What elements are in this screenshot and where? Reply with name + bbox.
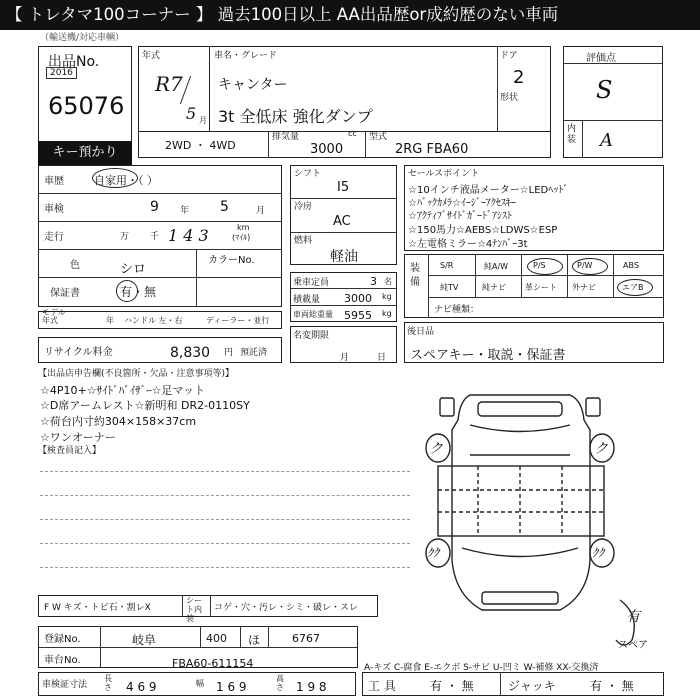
seat-label: シート内装 <box>186 596 202 623</box>
seat-defects: コゲ・穴・汚レ・シミ・破レ・スレ <box>214 603 359 613</box>
capacity-label: 乗車定員 <box>293 278 330 288</box>
drive-label: 2WD ・ 4WD <box>165 139 236 152</box>
mileage-value: 1 4 3 <box>168 226 209 245</box>
mileage-unit: km <box>237 223 250 232</box>
load-value: 3000 <box>344 292 372 305</box>
remark-line: ☆D席アームレスト☆新明和 DR2-0110SY <box>40 399 250 412</box>
shift-value: I5 <box>337 180 350 195</box>
mileage-label: 走行 <box>44 232 64 243</box>
capacity-unit: 名 <box>384 277 392 286</box>
color-value: シロ <box>120 262 147 277</box>
interior-label: 内装 <box>567 124 577 145</box>
recycle-unit: 円 <box>224 348 234 358</box>
lot-number: 65076 <box>48 92 125 120</box>
model-label: 型式 <box>369 132 388 142</box>
handle-options: ハンドル 左・右 <box>124 316 183 325</box>
history-label: 車歴 <box>44 176 64 187</box>
size-height: 1 9 8 <box>296 680 327 694</box>
score-value: S <box>596 76 613 104</box>
equip-ext-navi: 外ナビ <box>572 283 596 292</box>
tools-options: 有 ・ 無 <box>430 679 474 693</box>
registration-kana: ほ <box>248 633 261 647</box>
diagram-mark: ｸｸ <box>427 546 440 560</box>
sales-point: ☆ﾊﾞｯｸｶﾒﾗ☆ｲｰｼﾞｰｱｸｾｽｷｰ <box>408 198 516 209</box>
capacity-value: 3 <box>370 275 377 288</box>
remarks-label: 【出品店申告欄(不良箇所・欠品・注意事項等)】 <box>38 369 235 379</box>
later-value: スペアキー・取説・保証書 <box>410 348 566 363</box>
mileage-man: 万 <box>120 232 130 242</box>
inspection-year: 9 <box>150 199 159 215</box>
weight-unit: kg <box>382 309 392 318</box>
key-badge: キー預かり <box>38 141 132 165</box>
car-label: 車名・グレード <box>214 51 278 61</box>
registration-class: 400 <box>206 632 227 645</box>
fw-defects: F W キズ・トビ石・割レX <box>44 603 151 613</box>
inspection-year-unit: 年 <box>180 206 190 216</box>
year-era: R7 <box>155 72 183 96</box>
damage-legend: A-キズ C-腐食 E-エクボ S-サビ U-凹ミ W-補修 XX-交換済 <box>364 663 599 673</box>
inspection-label: 車検 <box>44 204 64 215</box>
door-label: ドア <box>500 51 518 61</box>
color-code-label: カラーNo. <box>208 255 255 266</box>
later-label: 後日品 <box>407 327 435 337</box>
equip-navi: 純ナビ <box>482 283 506 292</box>
ac-value: AC <box>333 214 351 229</box>
model-value: 2RG FBA60 <box>395 142 469 157</box>
chassis-value: FBA60-611154 <box>172 657 254 670</box>
sales-point: ☆150馬力☆AEBS☆LDWS☆ESP <box>408 225 558 236</box>
fuel-label: 燃料 <box>294 236 313 246</box>
navi-type-label: ナビ種類： <box>434 305 480 315</box>
ac-label: 冷房 <box>294 202 313 212</box>
size-width: 1 6 9 <box>216 680 247 694</box>
size-len: 4 6 9 <box>126 680 157 694</box>
remark-line: ☆ワンオーナー <box>40 431 116 444</box>
year-month-unit: 月 <box>199 116 207 125</box>
load-unit: kg <box>382 292 392 301</box>
remark-line: ☆荷台内寸約304×158×37cm <box>40 415 197 428</box>
color-label: 色 <box>70 260 80 271</box>
reg-change-label: 名変期限 <box>293 331 330 341</box>
equipment-label: 装備 <box>410 263 420 288</box>
inspection-month: 5 <box>220 199 229 215</box>
equip-ps: P/S <box>533 261 546 270</box>
spare-mark: 有 <box>626 609 640 625</box>
size-width-label: 幅 <box>196 679 204 688</box>
equip-sr: S/R <box>440 261 454 270</box>
registration-label: 登録No. <box>44 634 81 645</box>
year-month: 5 <box>186 104 197 123</box>
equip-leather: 革シート <box>525 283 557 292</box>
diagram-mark: ク <box>429 441 443 457</box>
shape-label: 形状 <box>500 93 519 103</box>
sales-point: ☆10インチ液晶メーター☆LEDﾍｯﾄﾞ <box>408 185 569 196</box>
score-label: 評価点 <box>586 53 616 64</box>
jack-label: ジャッキ <box>508 679 556 693</box>
year-stamp: 2016 <box>46 67 77 79</box>
spare-label: スペア <box>618 640 648 651</box>
sales-label: セールスポイント <box>408 169 480 179</box>
weight-label: 車両総重量 <box>293 310 333 319</box>
diagram-mark: ク <box>594 441 608 457</box>
interior-value: A <box>600 130 613 151</box>
displacement-value: 3000 <box>310 142 344 157</box>
equip-tv: 純TV <box>440 283 459 292</box>
top-note: （輸送機/対応車輌） <box>40 33 125 43</box>
equip-alloy: 純A/W <box>484 262 509 271</box>
banner: 【 トレタマ100コーナー 】 過去100日以上 AA出品歴or成約歴のない車両 <box>0 0 700 30</box>
recycle-value: 8,830 <box>170 345 211 361</box>
size-len-label: 長さ <box>104 674 112 692</box>
equip-pw: P/W <box>577 261 593 270</box>
size-label: 車検証寸法 <box>42 680 88 690</box>
lot-label: 出品No. <box>48 54 100 70</box>
car-grade: 3t 全低床 強化ダンプ <box>218 107 373 126</box>
inspection-month-unit: 月 <box>256 206 266 216</box>
warranty-label: 保証書 <box>50 288 80 299</box>
dealer-options: ディーラー・並行 <box>206 316 270 325</box>
sales-point: ☆左電格ミラー☆4ﾅﾝﾊﾞｰ3t <box>408 239 528 250</box>
year-label: 年式 <box>142 51 161 61</box>
mileage-sen: 千 <box>150 232 160 242</box>
reg-change-day: 日 <box>377 353 387 363</box>
equip-airbag: エアB <box>622 283 644 292</box>
sales-point: ☆ｱｸﾃｨﾌﾞｻｲﾄﾞｶﾞｰﾄﾞｱｼｽﾄ <box>408 211 512 222</box>
reg-change-month: 月 <box>340 353 350 363</box>
recycle-deposit: 預託済 <box>240 348 268 358</box>
car-name: キャンター <box>218 77 288 93</box>
shift-label: シフト <box>294 169 322 179</box>
registration-region: 岐阜 <box>132 633 157 647</box>
weight-value: 5955 <box>344 309 372 322</box>
model-year-label: モデル年式 <box>42 308 66 325</box>
remark-line: ☆4P10+☆ｻｲﾄﾞﾊﾞｲｻﾞｰ☆足マット <box>40 384 205 397</box>
inspector-label: 【検査員記入】 <box>38 446 102 456</box>
displacement-label: 排気量 <box>272 132 300 142</box>
tools-label: 工 具 <box>368 679 396 693</box>
warranty-options: 有・無 <box>120 285 157 299</box>
mileage-unit-sub: (ﾏｲﾙ) <box>232 233 251 242</box>
registration-number: 6767 <box>292 632 320 645</box>
diagram-mark: ｸｸ <box>592 546 605 560</box>
displacement-unit: cc <box>348 129 357 138</box>
door-value: 2 <box>513 67 525 88</box>
history-options: 自家用・（ ） <box>94 174 158 187</box>
recycle-label: リサイクル料金 <box>44 347 113 358</box>
model-year-unit: 年 <box>106 316 114 325</box>
fuel-value: 軽油 <box>330 249 358 265</box>
size-height-label: 高さ <box>276 674 284 692</box>
load-label: 積載量 <box>293 295 321 305</box>
jack-options: 有 ・ 無 <box>590 679 634 693</box>
equip-abs: ABS <box>623 261 639 270</box>
chassis-label: 車台No. <box>44 655 81 666</box>
